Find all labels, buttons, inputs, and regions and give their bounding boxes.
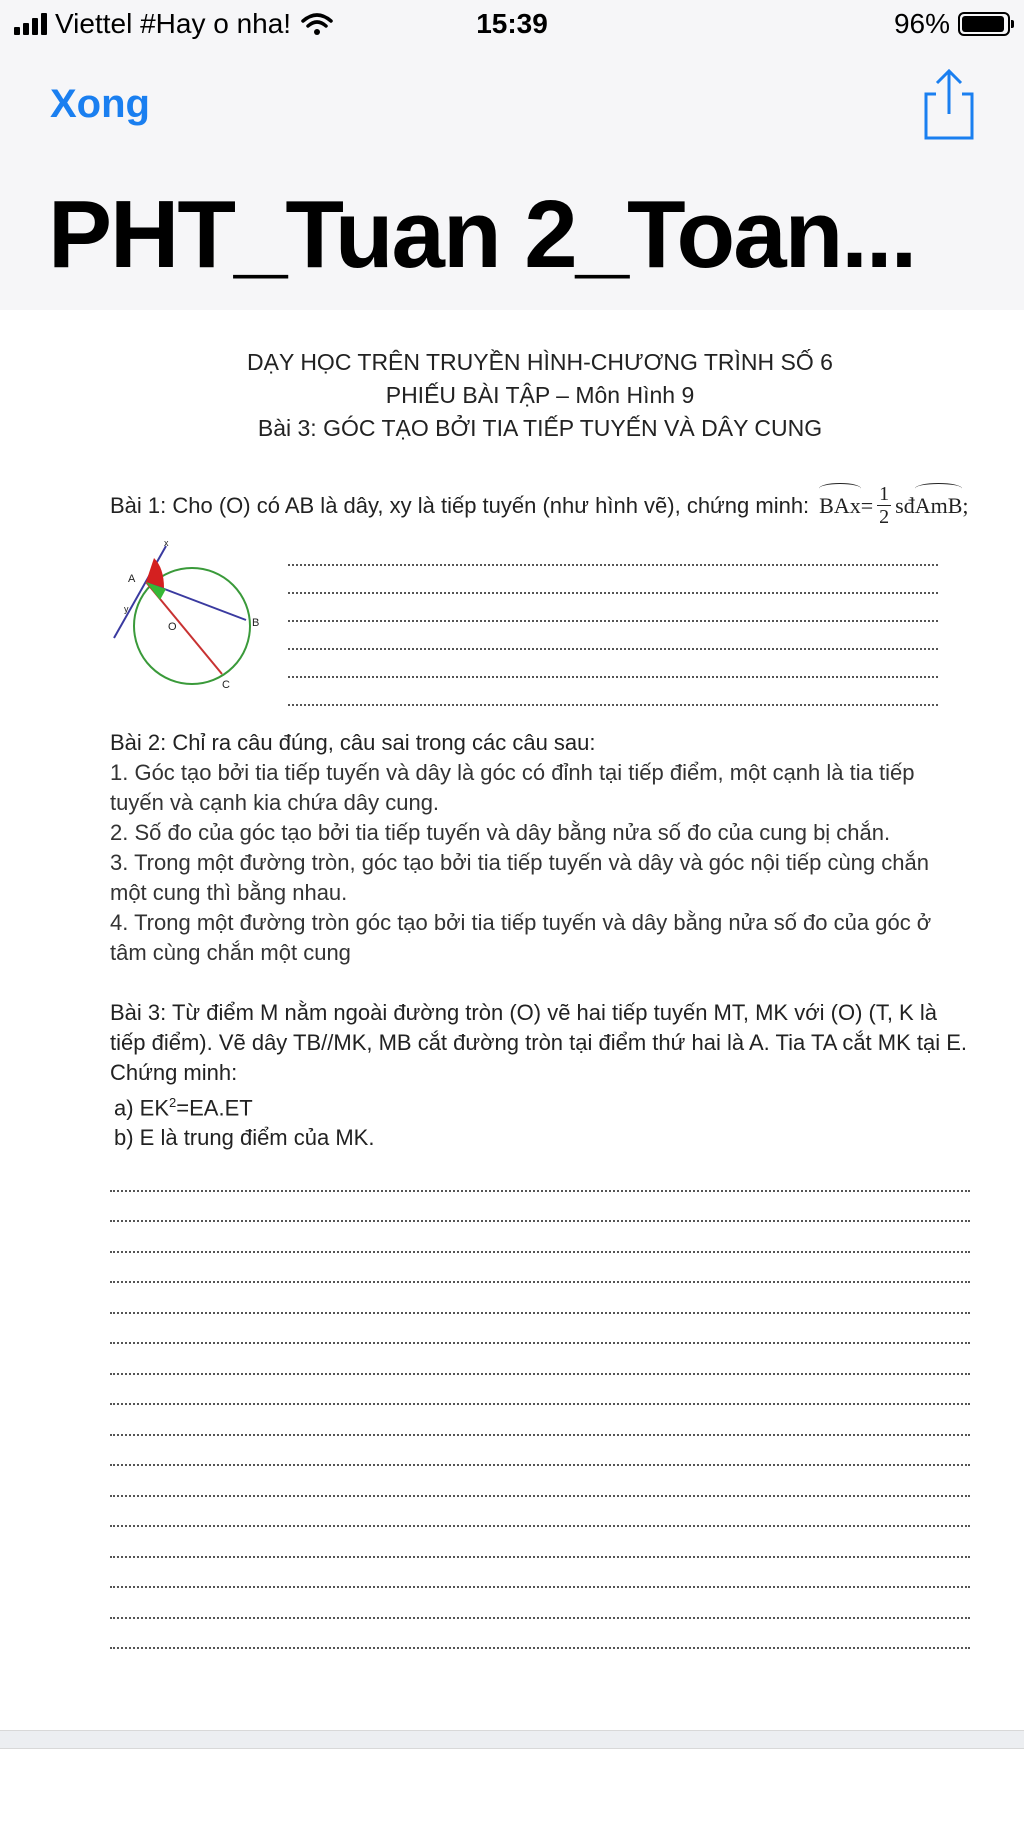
answer-line (288, 538, 938, 566)
label-c: C (222, 679, 230, 691)
clock: 15:39 (476, 8, 548, 39)
part-a-sup: 2 (169, 1095, 177, 1110)
answer-line (288, 678, 938, 706)
answer-line (110, 1466, 970, 1497)
exercise-1-text: Bài 1: Cho (O) có AB là dây, xy là tiếp tuyến (như hình vẽ), chứng minh: (110, 492, 810, 518)
done-button[interactable]: Xong (50, 82, 150, 126)
circle-tangent-figure (110, 538, 280, 698)
answer-line (110, 1192, 970, 1223)
answer-line (110, 1527, 970, 1558)
answer-line (110, 1253, 970, 1284)
answer-line (110, 1222, 970, 1253)
formula-den: 2 (879, 506, 890, 528)
answer-line (110, 1558, 970, 1589)
label-y: y (124, 604, 129, 614)
document-header (0, 50, 1024, 310)
exercise-2-item-2: 2. Số đo của góc tạo bởi tia tiếp tuyến và dây bằng nửa số đo của cung bị chắn. (110, 820, 891, 845)
heading-line-2: PHIẾU BÀI TẬP – Môn Hình 9 (385, 382, 695, 408)
exercise-1-answer-lines (288, 538, 938, 706)
document-page[interactable] (0, 310, 1024, 1731)
label-b: B (252, 617, 260, 629)
formula-end: ; (962, 492, 969, 518)
label-o: O (168, 621, 177, 633)
answer-line (110, 1344, 970, 1375)
part-a-prefix: a) EK (114, 1095, 170, 1121)
answer-line (288, 650, 938, 678)
battery-fill (962, 16, 1004, 32)
document-content (110, 346, 970, 1649)
heading-line-1: DẠY HỌC TRÊN TRUYỀN HÌNH-CHƯƠNG TRÌNH SỐ 6 (247, 349, 833, 375)
formula-rhs: AmB (915, 491, 963, 521)
exercise-1-figure-row (110, 538, 970, 698)
formula-lhs: BAx (819, 491, 861, 521)
battery-icon (958, 12, 1010, 36)
exercise-1 (110, 483, 970, 528)
document-title: PHT_Tuan 2_Toan... (48, 181, 916, 288)
formula-num: 1 (879, 483, 890, 505)
answer-line (110, 1619, 970, 1650)
formula-eq: = (860, 492, 874, 518)
answer-line (288, 622, 938, 650)
status-bar (0, 0, 1024, 50)
exercise-3 (110, 998, 970, 1153)
exercise-3-text: Bài 3: Từ điểm M nằm ngoài đường tròn (O) vẽ hai tiếp tuyến MT, MK với (O) (T, K là tiếp điểm). Vẽ dây TB//MK, MB cắt đường tròn tại điểm thứ hai là A. Tia TA cắt MK tại E. Chứng minh: (110, 1000, 968, 1085)
exercise-1-formula (819, 483, 968, 528)
answer-line (110, 1436, 970, 1467)
formula-sd: sđ (895, 492, 915, 518)
status-right (894, 8, 1010, 40)
exercise-3-part-b: b) E là trung điểm của MK. (114, 1125, 375, 1151)
exercise-3-answer-lines (110, 1161, 970, 1649)
formula-fraction (877, 483, 891, 528)
label-a: A (128, 573, 136, 585)
answer-line (110, 1375, 970, 1406)
answer-line (110, 1314, 970, 1345)
carrier-name: Viettel #Hay o nha! (55, 8, 292, 39)
heading-line-3: Bài 3: GÓC TẠO BỞI TIA TIẾP TUYẾN VÀ DÂY CUNG (257, 415, 823, 441)
worksheet-heading (110, 346, 970, 445)
exercise-2-item-1: 1. Góc tạo bởi tia tiếp tuyến và dây là góc có đỉnh tại tiếp điểm, một cạnh là tia tiếp tuyến và cạnh kia chứa dây cung. (110, 760, 915, 815)
answer-line (288, 594, 938, 622)
battery-percent: 96% (893, 8, 950, 39)
answer-line (110, 1405, 970, 1436)
exercise-2-item-4: 4. Trong một đường tròn góc tạo bởi tia tiếp tuyến và dây bằng nửa số đo của góc ở tâm cùng chắn một cung (110, 910, 932, 965)
exercise-2 (110, 728, 970, 968)
part-a-suffix: =EA.ET (176, 1095, 253, 1121)
exercise-2-item-3: 3. Trong một đường tròn, góc tạo bởi tia tiếp tuyến và dây và góc nội tiếp cùng chắn một cung thì bằng nhau. (110, 850, 929, 905)
label-x: x (164, 538, 169, 548)
share-icon[interactable] (922, 68, 976, 140)
exercise-2-title: Bài 2: Chỉ ra câu đúng, câu sai trong các câu sau: (110, 730, 596, 755)
next-page-preview (0, 1748, 1024, 1821)
answer-line (110, 1497, 970, 1528)
answer-line (110, 1161, 970, 1192)
answer-line (288, 566, 938, 594)
exercise-3-part-a (110, 1088, 970, 1123)
answer-line (110, 1283, 970, 1314)
answer-line (110, 1588, 970, 1619)
